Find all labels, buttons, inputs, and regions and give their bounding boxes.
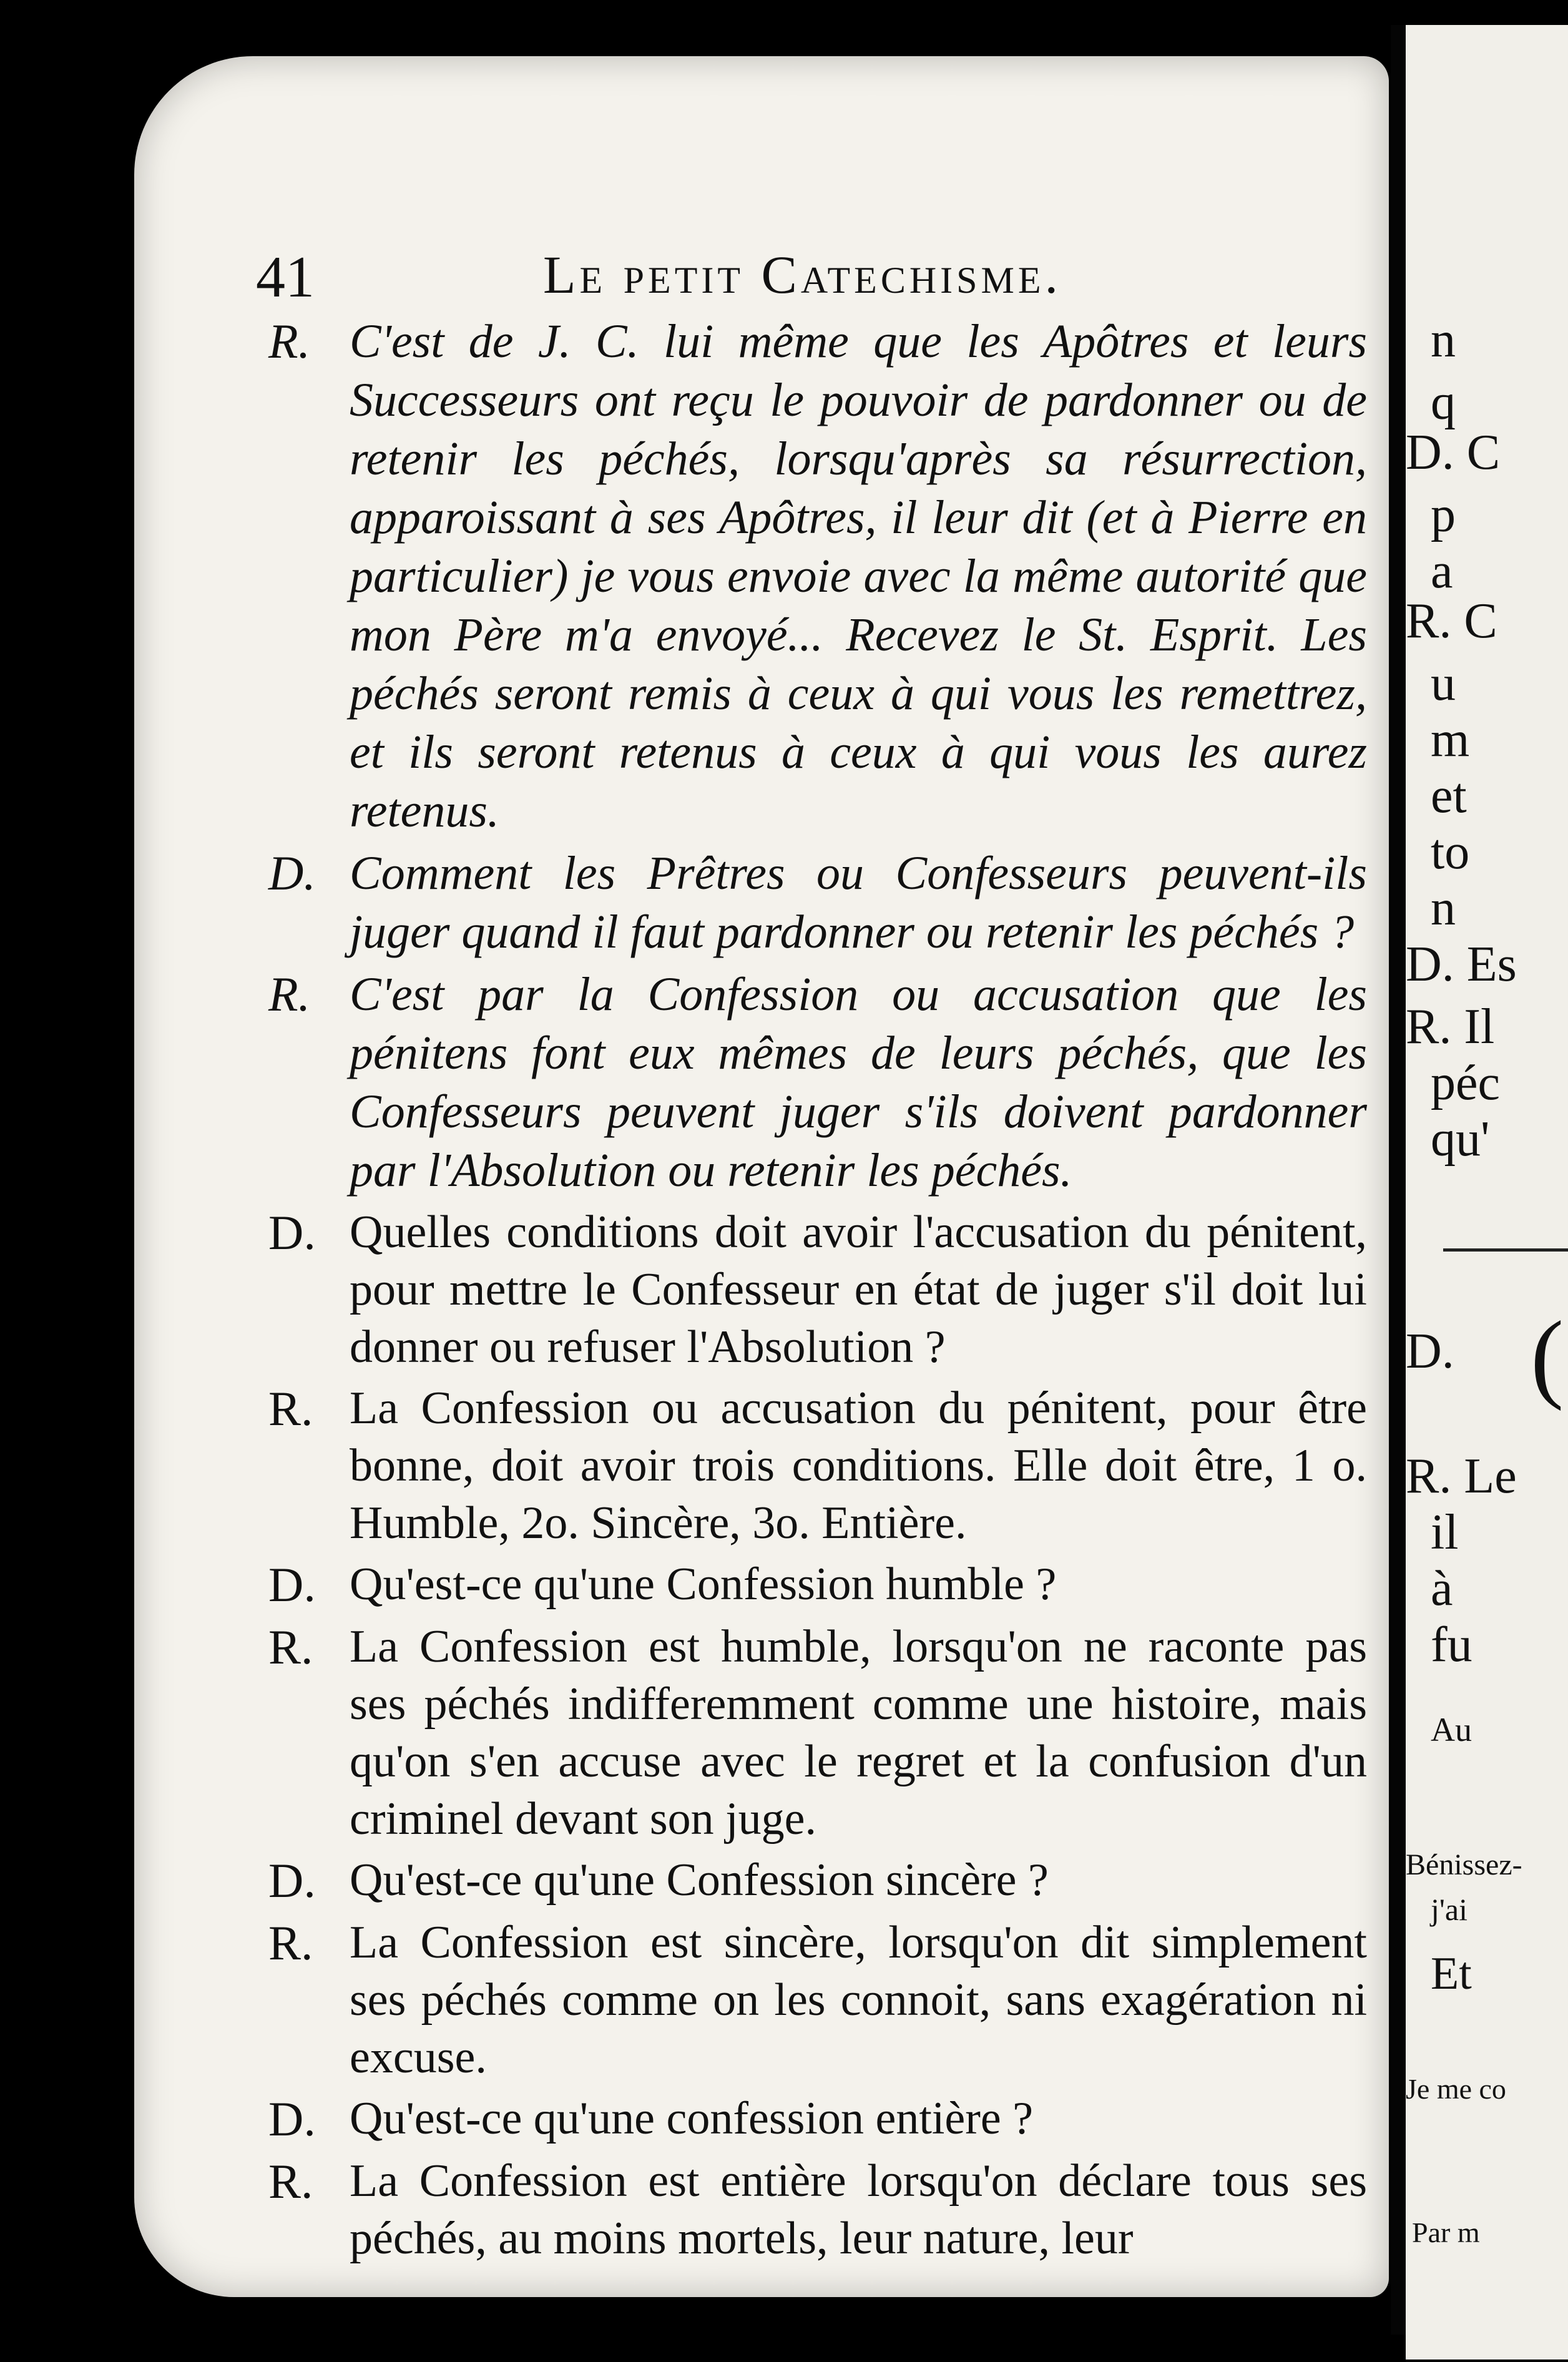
answer-text: C'est par la Confession ou accusation que les pénitens font eux mêmes de leurs péchés, que les Confesseurs peuvent juger s'ils doivent pardonner par l'Absolution ou retenir les péchés. xyxy=(350,968,1367,1197)
question-marker: D. xyxy=(268,1557,316,1612)
facing-line: n xyxy=(1431,881,1456,936)
page-header xyxy=(256,243,1379,318)
facing-line: j'ai xyxy=(1431,1892,1468,1927)
facing-line: q xyxy=(1431,375,1456,430)
answer-marker: R. xyxy=(268,1916,313,1970)
facing-line: u xyxy=(1431,656,1456,711)
question-marker: D. xyxy=(268,846,316,900)
facing-line: Je me co xyxy=(1406,2073,1506,2105)
answer-block xyxy=(268,312,1367,840)
question-text: Qu'est-ce qu'une confession entière ? xyxy=(350,2093,1034,2144)
facing-line: D. C xyxy=(1406,425,1501,480)
answer-marker: R. xyxy=(268,1620,313,1674)
facing-line: to xyxy=(1431,825,1470,880)
answer-block xyxy=(268,2152,1367,2267)
facing-line: R. C xyxy=(1406,594,1497,649)
facing-line: Par m xyxy=(1412,2217,1480,2248)
question-text: Qu'est-ce qu'une Confession sincère ? xyxy=(350,1855,1049,1906)
facing-line: p xyxy=(1431,488,1456,542)
facing-line: R. Le xyxy=(1406,1449,1517,1504)
answer-text: La Confession est sincère, lorsqu'on dit simplement ses péchés comme on les connoit, sans exagération ni excuse. xyxy=(350,1917,1367,2083)
ornamental-letter: ( xyxy=(1531,1300,1564,1411)
question-block xyxy=(268,844,1367,961)
question-text: Quelles conditions doit avoir l'accusation du pénitent, pour mettre le Confesseur en état de juger s'il doit lui donner ou refuser l'Absolution ? xyxy=(350,1207,1367,1373)
answer-marker: R. xyxy=(268,967,311,1021)
facing-line: D. xyxy=(1406,1324,1454,1379)
facing-line: à xyxy=(1431,1561,1453,1616)
answer-block xyxy=(268,965,1367,1200)
question-marker: D. xyxy=(268,1205,316,1260)
answer-marker: R. xyxy=(268,1381,313,1436)
facing-line: m xyxy=(1431,712,1470,767)
question-text: Qu'est-ce qu'une Confession humble ? xyxy=(350,1559,1057,1610)
question-marker: D. xyxy=(268,2092,316,2146)
answer-block xyxy=(268,1618,1367,1848)
answer-text: La Confession est entière lorsqu'on déclare tous ses péchés, au moins mortels, leur nature, leur xyxy=(350,2155,1367,2264)
facing-line: D. Es xyxy=(1406,937,1517,992)
catechism-body xyxy=(268,312,1367,2271)
page-number: 41 xyxy=(256,245,315,310)
facing-line: qu' xyxy=(1431,1112,1490,1167)
book-gutter xyxy=(1391,25,1406,2335)
answer-text: La Confession ou accusation du pénitent, pour être bonne, doit avoir trois conditions. Elle doit être, 1 o. Humble, 2o. Sincère, 3o. Entière. xyxy=(350,1383,1367,1549)
question-text: Comment les Prêtres ou Confesseurs peuvent-ils juger quand il faut pardonner ou retenir les péchés ? xyxy=(350,847,1367,958)
facing-line: Bénissez- xyxy=(1406,1848,1522,1881)
answer-text: La Confession est humble, lorsqu'on ne raconte pas ses péchés indifferemment comme une histoire, mais qu'on s'en accuse avec le regret et la confusion d'un criminel devant son juge. xyxy=(350,1621,1367,1845)
facing-page-fragment xyxy=(1406,25,1568,2360)
facing-line: fu xyxy=(1431,1617,1472,1672)
answer-marker: R. xyxy=(268,314,311,368)
facing-line: Au xyxy=(1431,1711,1472,1748)
question-block xyxy=(268,2090,1367,2149)
facing-line: péc xyxy=(1431,1056,1501,1110)
facing-line: R. Il xyxy=(1406,999,1495,1054)
facing-line: il xyxy=(1431,1505,1459,1560)
facing-line: et xyxy=(1431,768,1467,823)
section-rule xyxy=(1443,1248,1568,1252)
answer-marker: R. xyxy=(268,2154,313,2208)
facing-line: Et xyxy=(1431,1948,1472,1999)
question-block xyxy=(268,1851,1367,1910)
question-block xyxy=(268,1556,1367,1614)
facing-line: a xyxy=(1431,544,1453,599)
running-title: Le petit Catechisme. xyxy=(543,245,1062,305)
facing-line: n xyxy=(1431,313,1456,368)
question-marker: D. xyxy=(268,1853,316,1908)
answer-text: C'est de J. C. lui même que les Apôtres et leurs Successeurs ont reçu le pouvoir de pardonner ou de retenir les péchés, lorsqu'après sa résurrection, apparoissant à ses Apôtres, il leur dit (et à Pierre en particulier) je vous envoie avec la même autorité que mon Père m'a envoyé... Recevez le St. Esprit. Les péchés seront remis à ceux à qui vous les remettrez, et ils seront retenus à ceux à qui vous les aurez retenus. xyxy=(350,315,1367,837)
answer-block xyxy=(268,1379,1367,1552)
answer-block xyxy=(268,1914,1367,2086)
question-block xyxy=(268,1203,1367,1376)
